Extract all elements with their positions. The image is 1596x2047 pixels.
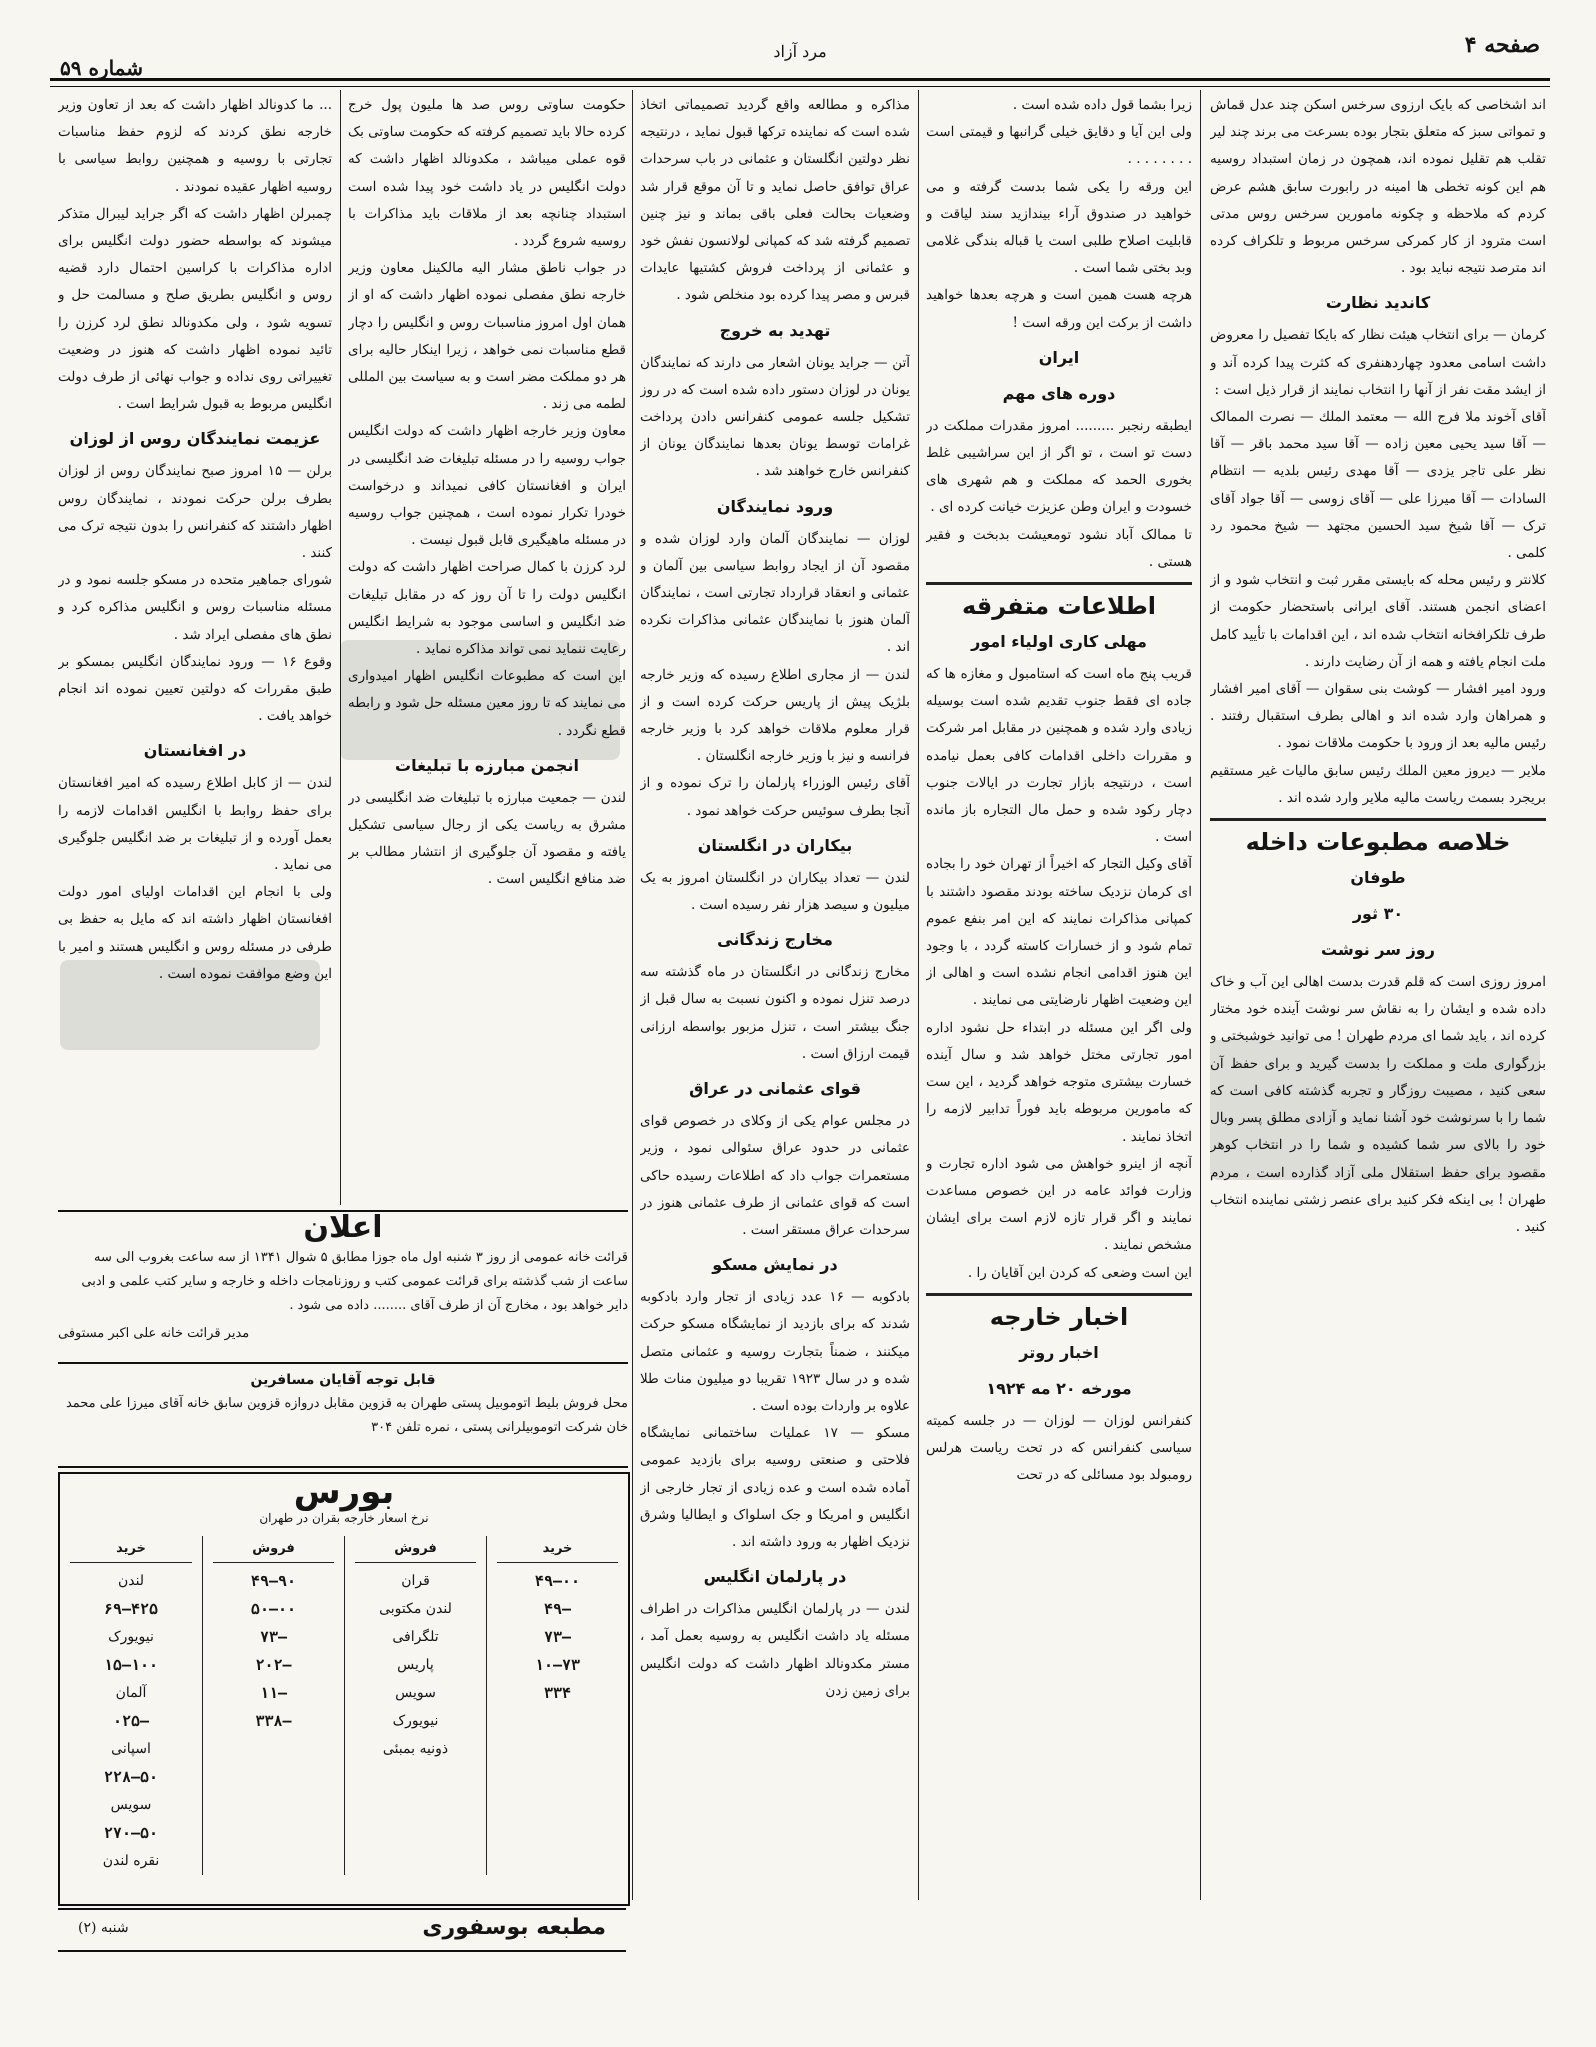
rate-value: —۳۳۸ <box>255 1712 292 1730</box>
column-divider <box>918 90 919 1900</box>
rates-header: فروش <box>213 1536 334 1563</box>
rate-value: —۰۲۵ <box>112 1712 150 1730</box>
column-3 <box>640 92 910 1952</box>
article-paragraph: آقای آخوند ملا فرج الله — معتمد الملك — نصرت الممالک — آقا سید یحیی معین زاده — آقا سید محمد باقر — آقا نظر علی تاجر یزدی — آقا مهدی رئیس بلدیه — انتظام السادات — آقا میرزا علی — آقای زوسی — آقا جواد آقای ترک — آقا شیخ سید الحسین مجتهد — شیخ محمود رد کلمی . <box>1210 409 1546 562</box>
article-paragraph: این ورقه را یکی شما بدست گرفته و می خواهید در صندوق آراء بیندازید سند لیاقت و قابلیت اصلاح طلبی است یا قباله بندگی غلامی وبد بختی شما است . <box>926 178 1192 277</box>
article-heading: اخبار روتر <box>1019 1342 1099 1362</box>
article-paragraph: اند اشخاصی که بایک ارزوی سرخس اسکن چند عدل قماش و تمواتی سبز که متعلق بتجار بوده بسرعت می برند چند لیر تقلب هم تقلیل نموده اند، همچون در زمان استبداد روسیه هم این کونه تخطی ها امینه در رابورت سابق هشم عرض کردم که ملاحظه و چکونه مامورین سرخس روس مدتی است مترود از کار کمرکی سرخس مربوط و تلکراف کرده اند مترصد نتیجه نباید بود . <box>1210 97 1546 277</box>
rate-value: ۵۰—۲۲۸ <box>103 1768 159 1786</box>
rate-value: —۷۳ <box>259 1628 288 1646</box>
article-heading: بیکاران در انگلستان <box>697 835 853 855</box>
rate-value: ۵۰—۲۷۰ <box>103 1824 159 1842</box>
article-heading: مخارج زندگانی <box>717 930 833 950</box>
ink-smudge <box>1210 1040 1540 1180</box>
rate-value: —۷۳ <box>543 1628 572 1646</box>
article-paragraph: آتن — جراید یونان اشعار می دارند که نمایندگان یونان در لوزان دستور داده شده است که در روز تشکیل جلسه عمومی کنفرانس دادن پرداخت غرامات توسط یونان بعدها نمایندگان یونان از کنفرانس خارج خواهند شد . <box>640 354 910 480</box>
column-1 <box>1210 92 1546 1952</box>
article-paragraph: این است وضعی که کردن این آقایان را . <box>967 1264 1192 1281</box>
article-heading: مهلی کاری اولیاء امور <box>971 632 1147 652</box>
article-paragraph: در مجلس عوام یکی از وکلای در خصوص قوای عثمانی در حدود عراق سئوالی نمود ، وزیر مستعمرات جواب داد که اطلاعات رسیده حاکی است که قوای عثمانی از طرف عثمانی هنوز در سرحدات عراق مستقر است . <box>640 1113 910 1238</box>
notice-signer: مدیر قرائت خانه علی اکبر مستوفی <box>58 1326 250 1341</box>
masthead <box>50 28 1550 80</box>
article-paragraph: مذاکره و مطالعه واقع گردید تصمیماتی اتخاذ شده است که نماینده ترکها قبول نماید ، درنتیجه نظر دولتین انگلستان و عثمانی در باب سرحدات عراق توافق حاصل نماید و تا آن موقع قرار شد وضعیات بحالت فعلی باقی بماند و نیز چنین تصمیم گرفته شد که کمپانی لولانسون نفش خود و عثمانی از پرداخت فروش کشتیها عایدات قبرس و مصر پیدا کرده بود منخلص شود . <box>640 97 910 304</box>
rate-city: آلمان <box>115 1685 147 1701</box>
article-paragraph: آنچه از اینرو خواهش می شود اداره تجارت و وزارت فوائد عامه در این خصوص مساعدت نمایند و اگر قرار تازه لازم است برای ایشان مشخص نمایند . <box>926 1155 1192 1254</box>
rates-subtitle: نرخ اسعار خارجه بقران در طهران <box>259 1511 429 1525</box>
article-paragraph: مخارج زندگانی در انگلستان در ماه گذشته سه درصد تنزل نموده و اکنون نسبت به سال قبل از جنگ بیشتر است ، تنزل مزبور بواسطه ارزانی قیمت ارزاق است . <box>640 964 910 1062</box>
article-paragraph: این است که مطبوعات انگلیس اظهار امیدواری می نمایند که تا روز معین مسئله حل شود و رابطه قطع نگردد . <box>348 668 626 739</box>
article-heading: در افغانستان <box>143 741 247 761</box>
article-heading: تهدید به خروج <box>719 320 831 340</box>
article-heading: عزیمت نمایندگان روس از لوزان <box>69 429 321 449</box>
rates-header: خرید <box>497 1536 618 1563</box>
rate-value: ۱۰۰—۱۵ <box>103 1656 159 1674</box>
article-paragraph: مسکو — ۱۷ عملیات ساختمانی نمایشگاه فلاحتی و صنعتی روسیه برای بازدید عمومی آماده شده است و عده زیادی از تجار خارجی از انگلیس و امریکا و جک اسلواک و ایطالیا وشرق نزدیک اظهار به ورود داشته اند . <box>640 1425 910 1550</box>
rate-city: نیویورک <box>392 1713 439 1729</box>
article-paragraph: ... ما کدونالد اظهار داشت که بعد از تعاون وزیر خارجه نطق کردند که لزوم حفظ مناسبات تجارتی با روسیه و همچنین روابط سیاسی با روسیه اظهار عقیده نمودند . <box>58 97 332 195</box>
exchange-rates <box>58 1472 630 1906</box>
rate-value: —۴۹ <box>543 1600 572 1618</box>
ink-smudge <box>60 960 320 1050</box>
article-paragraph: برلن — ۱۵ امروز صبح نمایندگان روس از لوزان بطرف برلن حرکت نمودند ، نمایندگان روس اظهار داشتند که کنفرانس را بدون نتیجه ترک می کنند . <box>58 463 332 562</box>
article-paragraph: بادکوبه — ۱۶ عدد زیادی از تجار وارد بادکوبه شدند که برای بازدید از نمایشگاه مسکو حرکت میکنند ، ضمناً بتجارت روسیه و عثمانی متصل شده و در سال ۱۹۲۳ تقریبا دو میلیون منات طلا علاوه بر واردات بوده است . <box>640 1289 910 1414</box>
article-paragraph: قریب پنج ماه است که استامبول و مغازه ها که جاده ای فقط جنوب تقدیم شده است بوسیله زیادی وارد شده و همچنین در مقابل امر شرکت و مقررات داخلی اقدامات کافی بعمل نیامده است ، درنتیجه بازار تجارت در ایالات جنوب دچار رکود شده و حمل مال التجاره باز مانده است . <box>926 666 1192 846</box>
issue-number: شماره ۵۹ <box>60 56 143 80</box>
article-paragraph: شورای جماهیر متحده در مسکو جلسه نمود و در مسئله مناسبات روس و انگلیس مذاکره کرد و نطق های مفصلی ایراد شد . <box>58 572 332 643</box>
rates-header: فروش <box>355 1536 476 1563</box>
ink-smudge <box>340 640 620 760</box>
rates-column <box>202 1536 344 1875</box>
section-heading: اطلاعات متفرقه <box>961 592 1157 621</box>
section-rule <box>926 1293 1192 1296</box>
rate-city: لندن مکتوبی <box>379 1601 452 1617</box>
article-heading: قوای عثمانی در عراق <box>689 1079 861 1099</box>
rate-city: سویس <box>395 1685 436 1701</box>
article-paragraph: ولی اگر این مسئله در ابتداء حل نشود اداره امور تجارتی مختل خواهد شد و سال آینده خسارت بیشتری متوجه خواهد گردید ، این ست که مامورین مربوطه باید فوراً تدابیر لازمه را اتخاذ نمایند . <box>926 1019 1192 1145</box>
article-heading: در نمایش مسکو <box>712 1255 838 1275</box>
article-paragraph: ملاير — دیروز معین الملك رئیس سابق مالیات غیر مستقیم بریجرد بسمت ریاست مالیه ملایر وارد شده اند . <box>1210 762 1546 806</box>
rate-city: اسپانی <box>111 1741 151 1757</box>
reading-room-notice <box>58 1210 628 1364</box>
article-paragraph: لندن — از کابل اطلاع رسیده که امیر افغانستان برای حفظ روابط با انگلیس اقدامات لازمه را بعمل آورده و از تبلیغات بر ضد انگلیس جلوگیری می نماید . <box>58 775 332 874</box>
column-2 <box>926 92 1192 1952</box>
rates-title: بورس <box>293 1472 395 1512</box>
rate-value: ۷۳—۱۰ <box>534 1656 581 1674</box>
rate-city: نیویورک <box>108 1629 154 1645</box>
printer-name: مطبعه بوسفوری <box>422 1915 606 1940</box>
column-divider <box>1200 90 1201 1900</box>
article-paragraph: لرد کرزن با کمال صراحت اظهار داشت که دولت انگلیس دولت را تا آن روز که در مقابل تبلیغات ضد انگلیس و اساسی موجود به شرایط انگلیس رعایت ننماید نمی تواند مذاکره نماید . <box>348 559 626 658</box>
rate-city: تلگرافی <box>392 1629 439 1645</box>
rate-value: ۴۲۵—۶۹ <box>103 1600 159 1618</box>
rate-value: —۲۰۲ <box>255 1656 292 1674</box>
rates-grid <box>60 1536 628 1875</box>
rate-city: ذونیه بمبئی <box>382 1741 449 1757</box>
article-paragraph: آقای رئیس الوزراء پارلمان را ترک نموده و از آنجا بطرف سوئیس حرکت خواهد نمود . <box>640 775 910 819</box>
rate-value: ۳۳۴ <box>543 1684 572 1702</box>
article-paragraph: تا ممالک آباد نشود تومعیشت بدبخت و فقیر هستی . <box>926 526 1192 570</box>
article-heading: ورود نمایندگان <box>716 496 834 516</box>
article-paragraph: آقای وکیل التجار که اخیراً از تهران خود را بجاده ای کرمان نزدیک ساخته بودند مقصود داشتند با کمپانی مذاکرات نمایند که این امر بنفع عموم تمام شود و از خسارات کاسته گردد ، با وجود این هنوز اقدامی انجام نشده است و اهالی از این وضعیت اظهار نارضایتی می نمایند . <box>926 856 1192 1009</box>
newspaper-name: طوفان <box>1350 868 1406 888</box>
rate-city: نقره لندن <box>102 1853 160 1869</box>
notice-title: اعلان <box>303 1210 383 1245</box>
article-paragraph: لندن — از مجاری اطلاع رسیده که وزیر خارجه بلژیک پیش از پاریس حرکت کرده است و از قرار معلوم ملاقات خواهد کرد با وزیر خارجه فرانسه و نیز با وزیر خارجه انگلستان . <box>640 666 910 765</box>
column-divider <box>632 90 633 1900</box>
article-paragraph: ولی این آیا و دقایق خیلی گرانبها و قیمتی است . . . . . . . . <box>926 124 1192 168</box>
article-heading: کاندید نظارت <box>1325 293 1431 313</box>
masthead-rule <box>50 78 1550 81</box>
article-paragraph: لوزان — نمایندگان آلمان وارد لوزان شده و مقصود آن از ایجاد روابط سیاسی بین آلمان و عثمانی و انعقاد قرارداد تجارتی است ، نمایندگان آلمان هنوز با نمایندگان عثمانی مذاکرات نکرده اند . <box>640 530 910 656</box>
article-paragraph: کرمان — برای انتخاب هیئت نظار که بایکا تفصیل را معروض داشت اسامی معدود چهاردهنفری که کثرت پیدا کرده آند و از ایشد مقت نفر از آنها را انتخاب نمایند از قرار ذیل است : <box>1210 327 1546 398</box>
notice-body: محل فروش بلیط اتوموبیل پستی طهران به قزوین مقابل دروازه قزوین سابق خانه آقای میرزا علی محمد خان شرکت اتوموبیلرانی پستی ، نمره تلفن ۳۰۴ <box>65 1396 628 1435</box>
rate-city: لندن <box>117 1573 145 1589</box>
rates-column <box>344 1536 486 1875</box>
rate-value: ۰۰—۵۰ <box>250 1600 297 1618</box>
article-paragraph: لندن — تعداد بیکاران در انگلستان امروز به یک میلیون و سیصد هزار نفر رسیده است . <box>640 869 910 914</box>
article-paragraph: هرچه هست همین است و هرچه بعدها خواهید داشت از برکت این ورقه است ! <box>926 287 1192 331</box>
article-paragraph: امروز روزی است که قلم قدرت بدست اهالی این آب و خاک داده شده و ایشان را به نقاش سر نوشت آینده خود مختار کرده اند ، باید شما ای مردم طهران ! می توانید خوشبختی و بزرگواری ملت و مملکت را بدست گیرید و برای حفظ آن سعی کنید ، مصیبت روزگار و تجربه گذشته کافی است که شما را با سرنوشت خود آشنا نماید و آزادی مطلق پسر وبال خود را بالای سر شما کشیده و شما را در انتخاب کوهر مقصود برای حفظ استقلال ملی آزاد گذارده است ، مردم طهران ! بی اینکه فکر کنید برای عنصر زشتی نماینده انتخاب کنید . <box>1210 974 1546 1235</box>
article-paragraph: معاون وزیر خارجه اظهار داشت که دولت انگلیس جواب روسیه را در مسئله تبلیغات ضد انگلیسی در ایران و افغانستان کافی نمیداند و درخواست خودرا تکرار نموده است ، همچنین جواب روسیه در مسئله ماهیگیری قابل قبول نیست . <box>348 423 626 549</box>
rates-column <box>486 1536 628 1875</box>
article-paragraph: ولی با انجام این اقدامات اولیای امور دولت افغانستان اظهار داشته اند که مایل به حفظ بی طرفی در مسئله روس و انگلیس هستند و امیر با این وضع موافقت نموده است . <box>58 884 332 982</box>
notice-title: قابل توجه آقایان مسافرین <box>250 1372 436 1388</box>
article-paragraph: کنفرانس لوزان — لوزان — در جلسه کمیته سیاسی کنفرانس که در تحت ریاست هرلس رومبولد بود مسائلی که در تحت <box>926 1412 1192 1484</box>
paper-name: مرد آزاد <box>773 42 827 61</box>
article-date: مورخه ۲۰ مه ۱۹۲۴ <box>986 1378 1132 1398</box>
rate-city: قران <box>401 1573 430 1589</box>
article-heading: روز سر نوشت <box>1321 940 1435 960</box>
article-paragraph: حکومت ساوتی روس صد ها مليون پول خرج کرده حالا باید تصمیم کرفته که حکومت ساوتی بک قوه عملی میباشد ، مکدونالد اظهار داشت که دولت انگلیس در یاد داشت خود پیدا شده است استبداد چنانچه بعد از ملاقات باید مذاکرات با روسیه شروع گردد . <box>348 97 626 250</box>
article-paragraph: لندن — در پارلمان انگلیس مذاکرات در اطراف مسئله یاد داشت انگلیس به روسیه بعمل آمد ، مستر مکدونالد اظهار داشت که دولت انگلیس برای زمین زدن <box>640 1601 910 1699</box>
section-heading: اخبار خارجه <box>989 1302 1129 1331</box>
article-paragraph: ایطبقه رنجبر ......... امروز مقدرات مملکت در دست تو است ، تو اگر از این سراشیبی غلط بخوری الحمد که مملکت و هم شهری های خسودت و ایران وطن عزیزت خیانت کرده ای . <box>926 417 1192 516</box>
article-paragraph: وقوع ۱۶ — ورود نمایندگان انگلیس بمسکو بر طبق مقررات که دولتین تعیین نموده اند انجام خواهد یافت . <box>58 653 332 725</box>
article-heading: انجمن مبارزه با تبلیغات <box>395 755 579 775</box>
rate-value: ۰۰—۴۹ <box>534 1572 581 1590</box>
article-heading: در پارلمان انگلیس <box>703 1567 847 1587</box>
printer-footer <box>58 1908 626 1952</box>
notice-body: قرائت خانه عمومی از روز ۳ شنبه اول ماه جوزا مطابق ۵ شوال ۱۳۴۱ از سه ساعت بغروب الی سه ساعت از شب گذشته برای قرائت عمومی کتب و روزنامجات داخله و خارجه و سایر کتب علمی و ادبی دایر خواهد بود ، مخارج آن از طرف آقای ........ داده می شود . <box>81 1250 628 1313</box>
rate-value: —۱۱ <box>259 1684 288 1702</box>
article-paragraph: چمبرلن اظهار داشت که اگر جراید لیبرال متذکر میشوند که بواسطه حضور دولت انگلیس برای اداره مذاکرات با کراسین احتمال دارد قضیه روس و انگلیس بطریق صلح و مسالمت حل و تسویه شود ، ولی مکدونالد نطق لرد کرزن را تائید نموده اظهار داشت که هنوز در وضعیت تغییراتی روی نداده و جواب نهائی از طرف دولت انگلیس مربوط به قبول شرایط است . <box>58 205 332 413</box>
rates-header: خرید <box>70 1536 192 1563</box>
article-paragraph: در جواب ناطق مشار الیه مالکینل معاون وزیر خارجه نطق مفصلی نموده اظهار داشت که او از همان اول امروز مناسبات روس و انگلیس را دچار قطع مناسبات نمی خواهد ، زیرا اینکار حالیه برای هر دو مملکت مضر است و به سیاست بین المللی لطمه می زند . <box>348 260 626 413</box>
article-heading: دوره های مهم <box>1002 383 1116 403</box>
travel-notice <box>58 1368 628 1468</box>
section-rule <box>926 582 1192 585</box>
article-paragraph: لندن — جمعیت مبارزه با تبلیغات ضد انگلیسی در مشرق به ریاست یکی از رجال سیاسی تشکیل یافته و مقصود آن جلوگیری از انتشار مطالب بر ضد منافع انگلیس است . <box>348 789 626 888</box>
article-paragraph: زیرا بشما قول داده شده است . <box>1012 97 1192 113</box>
section-heading: خلاصه مطبوعات داخله <box>1245 828 1511 857</box>
section-heading: ایران <box>1038 347 1080 367</box>
page-number: صفحه ۴ <box>1464 32 1540 58</box>
masthead-rule-thin <box>50 86 1550 87</box>
rate-city: پاریس <box>397 1657 434 1673</box>
rate-value: ۹۰—۴۹ <box>250 1572 297 1590</box>
article-date: ۳۰ ثور <box>1352 904 1404 924</box>
rate-city: سویس <box>110 1797 152 1813</box>
rates-column <box>60 1536 202 1875</box>
footer-issue: شنبه (۲) <box>78 1920 129 1936</box>
article-paragraph: ورود امیر افشار — کوشت بنی سقوان — آقای امیر افشار و همراهان وارد شده اند و اهالی بطرف استقبال رفتند . رئیس مالیه بعد از ورود با حکومت ملاقات نمود . <box>1210 681 1546 752</box>
article-paragraph: کلانتر و رئیس محله که بایستی مقرر ثبت و انتخاب شود و از اعضای انجمن هستند. آقای ایرانی باستحضار حکومت از طرف تلکرافخانه انتخاب شده اند ، این اقدامات با تأیید کامل ملت انجام یافته و همه از آن رضایت دارند . <box>1210 572 1546 670</box>
section-rule <box>1210 818 1546 821</box>
